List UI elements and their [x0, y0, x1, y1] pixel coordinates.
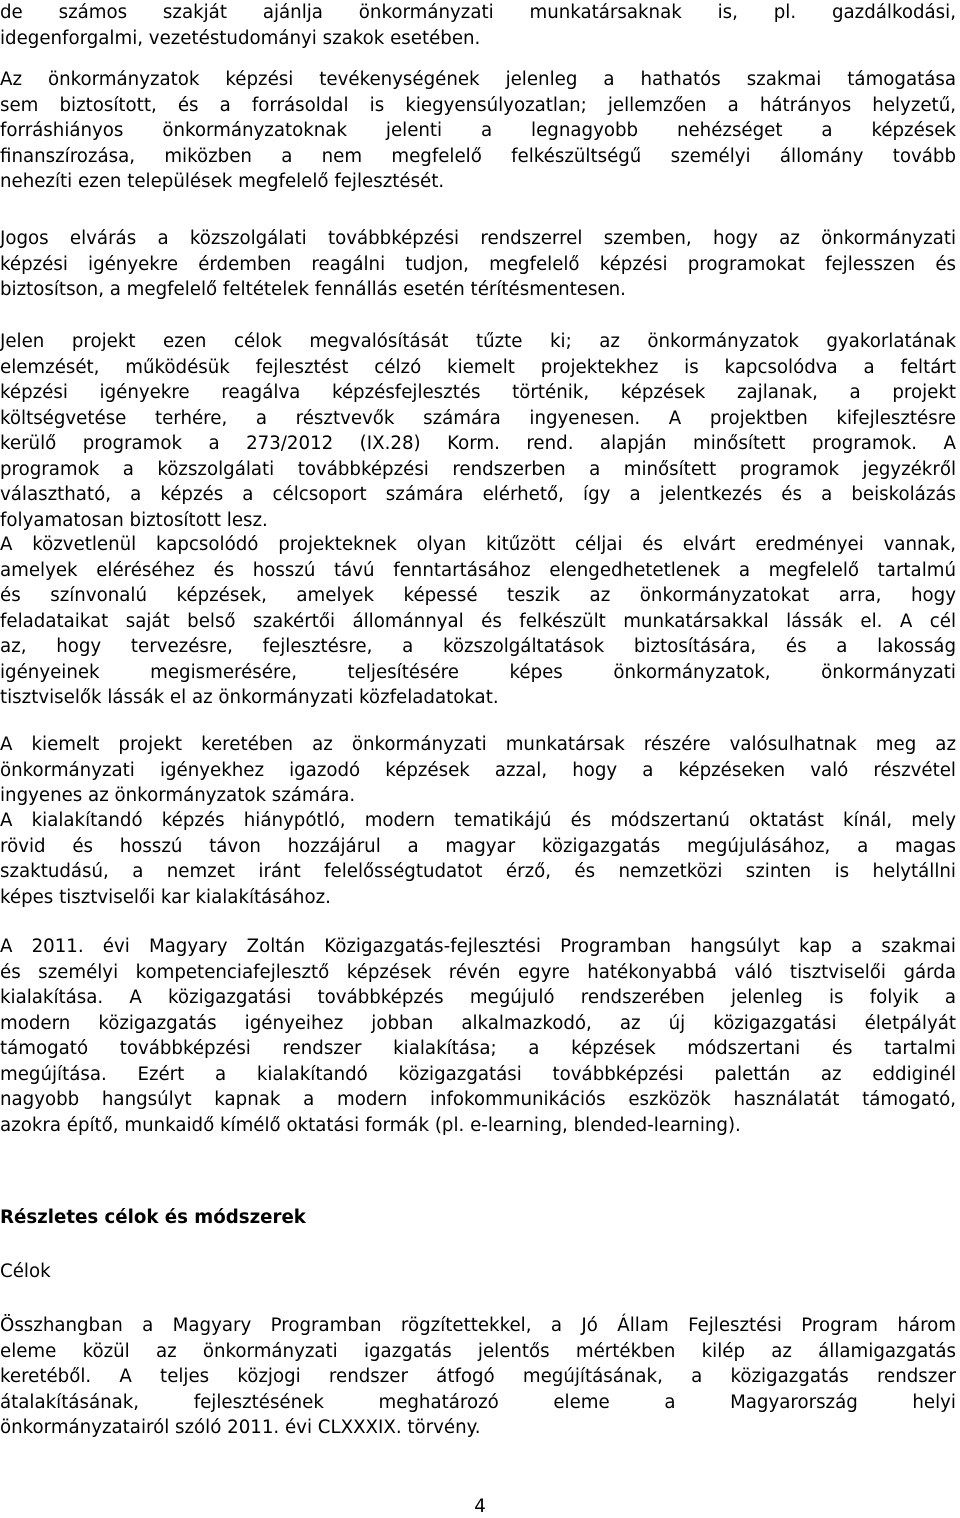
text-line: az, hogy tervezésre, fejlesztésre, a közszolgáltatások biztosítására, és a lakosság: [0, 636, 956, 657]
text-line: finanszírozása, miközben a nem megfelelő felkészültségű személyi állomány tovább: [0, 145, 956, 167]
text-line: A 2011. évi Magyary Zoltán Közigazgatás-fejlesztési Programban hangsúlyt kap a szakmai: [0, 936, 956, 957]
text-line: programok a közszolgálati továbbképzési rendszerben a minősített programok jegyzékről: [0, 458, 956, 480]
text-line: Az önkormányzatok képzési tevékenységének jelenleg a hathatós szakmai támogatása: [0, 69, 956, 90]
text-line: választható, a képzés a célcsoport számára elérhető, így a jelentkezés és a beiskolázás: [0, 484, 956, 505]
text-line: A kialakítandó képzés hiánypótló, modern tematikájú és módszertanú oktatást kínál, mely: [0, 810, 956, 831]
text-line: de számos szakját ajánlja önkormányzati munkatársaknak is, pl. gazdálkodási,: [0, 2, 956, 23]
text-line: idegenforgalmi, vezetéstudományi szakok esetében.: [0, 27, 481, 49]
text-line: képes tisztviselői kar kialakításához.: [0, 886, 331, 908]
text-line: amelyek eléréséhez és hosszú távú fenntartásához elengedhetetlenek a megfelelő tartalmú: [0, 559, 956, 581]
text-line: nehezíti ezen települések megfelelő fejlesztését.: [0, 171, 445, 192]
text-line: és színvonalú képzések, amelyek képessé teszik az önkormányzatokat arra, hogy: [0, 585, 956, 606]
text-line: azokra építő, munkaidő kímélő oktatási formák (pl. e-learning, blended-learning).: [0, 1114, 741, 1136]
text-line: ingyenes az önkormányzatok számára.: [0, 785, 356, 806]
text-line: tisztviselők lássák el az önkormányzati közfeladatokat.: [0, 687, 499, 708]
text-line: átalakításának, fejlesztésének meghatározó eleme a Magyarország helyi: [0, 1391, 956, 1413]
paragraph-8: [0, 934, 956, 1138]
text-line: keretéből. A teljes közjogi rendszer átfogó megújításának, a közigazgatás rendszer: [0, 1366, 956, 1387]
text-line: képzési igényekre reagálva képzésfejlesztés történik, képzések zajlanak, a projekt: [0, 382, 956, 403]
text-line: Jogos elvárás a közszolgálati továbbképzési rendszerrel szemben, hogy az önkormányzati: [0, 228, 956, 249]
text-line: kerülő programok a 273/2012 (IX.28) Korm. rend. alapján minősített programok. A: [0, 433, 956, 454]
text-line: nagyobb hangsúlyt kapnak a modern infokommunikációs eszközök használatát támogató,: [0, 1089, 956, 1110]
text-line: biztosítson, a megfelelő feltételek fennállás esetén térítésmentesen.: [0, 279, 626, 300]
text-line: forráshiányos önkormányzatoknak jelenti a legnagyobb nehézséget a képzések: [0, 120, 956, 141]
text-line: Jelen projekt ezen célok megvalósítását tűzte ki; az önkormányzatok gyakorlatának: [0, 331, 956, 352]
text-line: sem biztosított, és a forrásoldal is kiegyensúlyozatlan; jellemzően a hátrányos helyzetű,: [0, 94, 956, 116]
text-line: igényeinek megismerésére, teljesítésére képes önkormányzatok, önkormányzati: [0, 661, 956, 683]
paragraph-5: [0, 532, 956, 711]
text-line: A kiemelt projekt keretében az önkormányzati munkatársak részére valósulhatnak meg az: [0, 734, 956, 755]
text-line: eleme közül az önkormányzati igazgatás jelentős mértékben kilép az államigazgatás: [0, 1340, 956, 1362]
text-line: modern közigazgatás igényeihez jobban alkalmazkodó, az új közigazgatási életpályát: [0, 1012, 956, 1034]
text-line: A közvetlenül kapcsolódó projekteknek olyan kitűzött céljai és elvárt eredményei vannak,: [0, 534, 956, 555]
text-line: és személyi kompetenciafejlesztő képzések révén egyre hatékonyabbá váló tisztviselői gárda: [0, 961, 956, 983]
paragraph-2: [0, 67, 956, 195]
text-line: elemzését, működésük fejlesztést célzó kiemelt projektekhez is kapcsolódva a feltárt: [0, 356, 956, 378]
text-line: szaktudású, a nemzet iránt felelősségtudatot érző, és nemzetközi szinten is helytállni: [0, 861, 956, 882]
closing-paragraph: [0, 1313, 956, 1441]
paragraph-7: [0, 808, 956, 910]
text-line: képzési igényekre érdemben reagálni tudjon, megfelelő képzési programokat fejlesszen és: [0, 253, 956, 275]
text-line: költségvetése terhére, a résztvevők számára ingyenesen. A projektben kifejlesztésre: [0, 407, 956, 429]
subheading: Célok: [0, 1261, 51, 1282]
paragraph-6: [0, 732, 956, 809]
paragraph-1: [0, 0, 956, 51]
text-line: kialakítása. A közigazgatási továbbképzés megújuló rendszerében jelenleg is folyik a: [0, 987, 956, 1008]
text-line: Összhangban a Magyary Programban rögzítettekkel, a Jó Állam Fejlesztési Program három: [0, 1315, 956, 1336]
section-heading: Részletes célok és módszerek: [0, 1207, 306, 1228]
text-line: feladataikat saját belső szakértői állománnyal és felkészült munkatársakkal lássák el. A cél: [0, 610, 956, 632]
page-number: 4: [474, 1496, 486, 1517]
text-line: rövid és hosszú távon hozzájárul a magyar közigazgatás megújulásához, a magas: [0, 835, 956, 857]
text-line: önkormányzatairól szóló 2011. évi CLXXXIX. törvény.: [0, 1417, 481, 1438]
text-line: önkormányzati igényekhez igazodó képzések azzal, hogy a képzéseken való részvétel: [0, 759, 956, 781]
paragraph-3: [0, 226, 956, 303]
text-line: támogató továbbképzési rendszer kialakítása; a képzések módszertani és tartalmi: [0, 1038, 956, 1059]
paragraph-4: [0, 329, 956, 533]
text-line: folyamatosan biztosított lesz.: [0, 509, 268, 531]
text-line: megújítása. Ezért a kialakítandó közigazgatási továbbképzési palettán az eddiginél: [0, 1063, 956, 1085]
